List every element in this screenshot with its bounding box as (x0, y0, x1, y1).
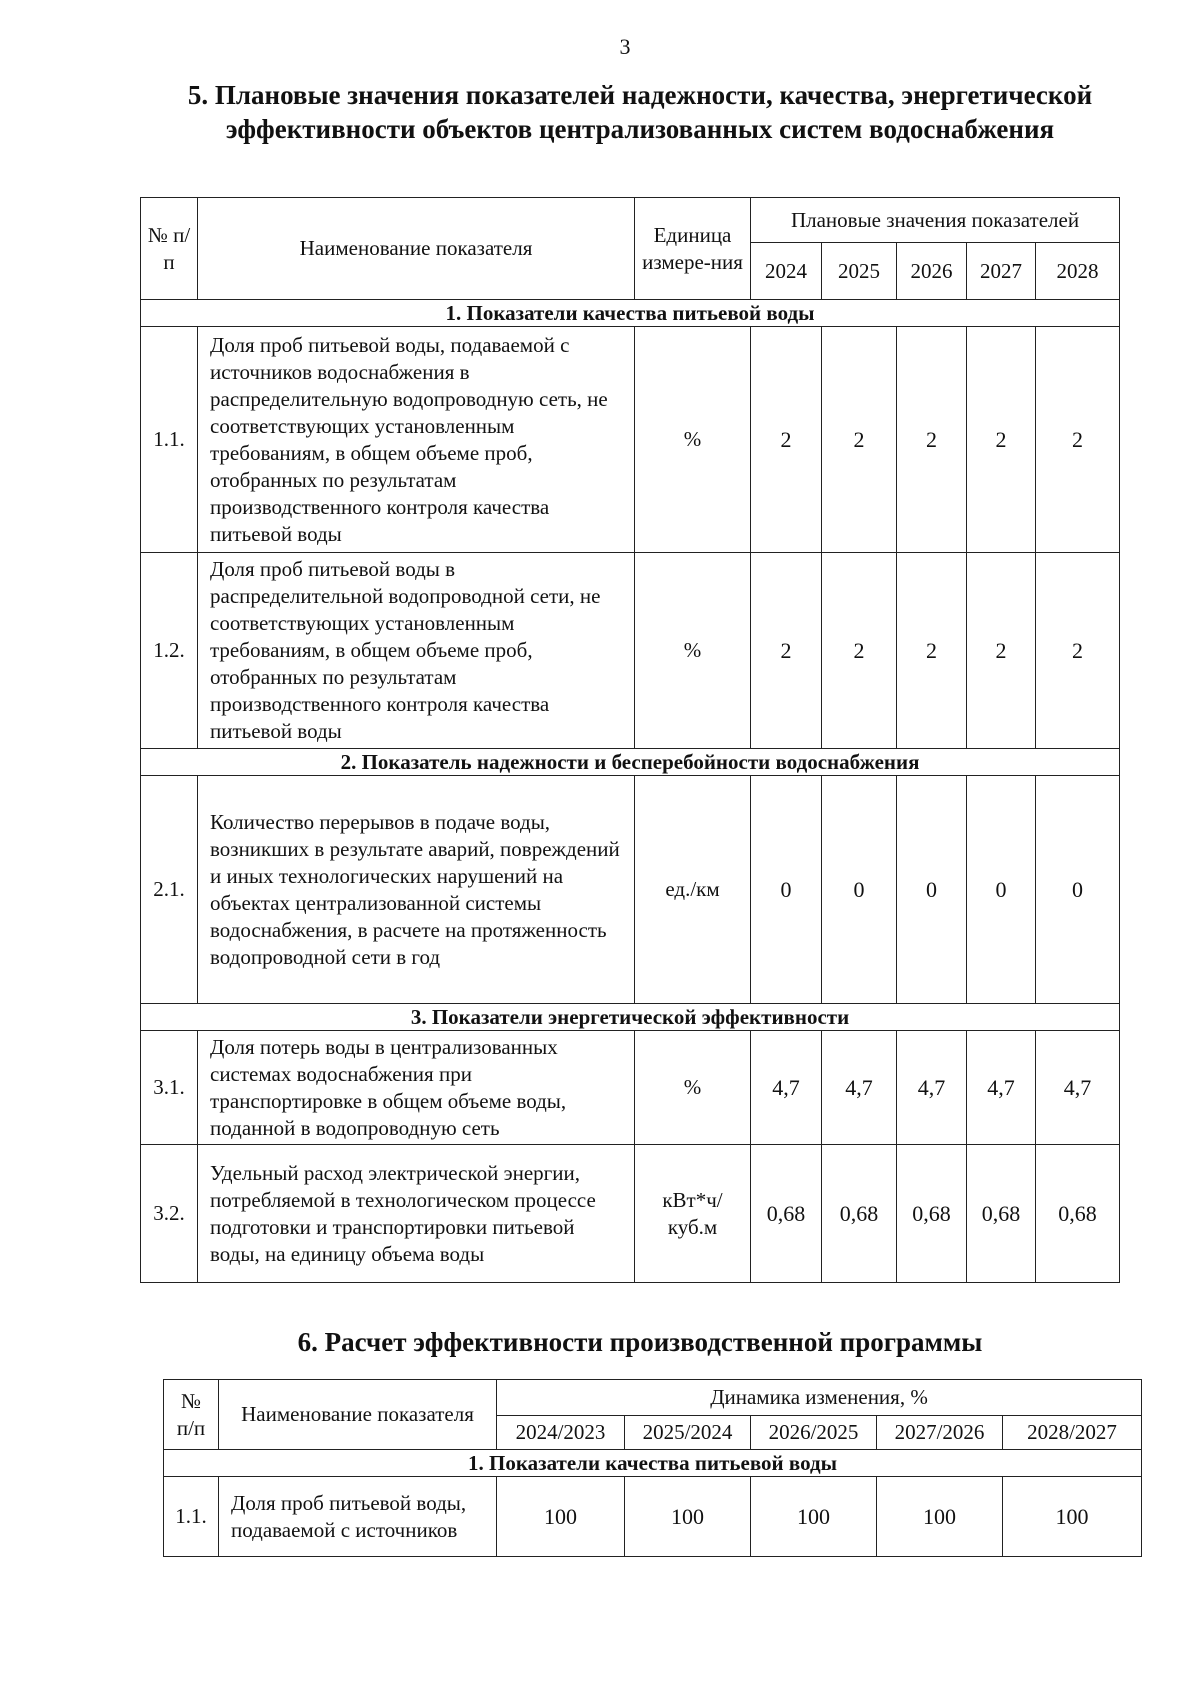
row-value: 0 (1036, 776, 1120, 1004)
row-name: Доля потерь воды в централизованных системах водоснабжения при транспортировке в общем объеме воды, поданной в водопроводную сеть (198, 1031, 635, 1145)
row-value: 0,68 (897, 1145, 967, 1283)
group-title: 1. Показатели качества питьевой воды (141, 300, 1120, 327)
row-value: 2 (967, 327, 1036, 553)
header-period: 2028/2027 (1003, 1416, 1142, 1450)
row-unit: % (635, 553, 751, 749)
row-value: 100 (625, 1477, 751, 1557)
row-value: 0 (751, 776, 822, 1004)
row-value: 0 (822, 776, 897, 1004)
row-name: Доля проб питьевой воды, подаваемой с источников водоснабжения в распределительную водопроводную сеть, не соответствующих установленным требованиям, в общем объеме проб, отобранных по результатам производственного контроля качества питьевой воды (198, 327, 635, 553)
header-year: 2027 (967, 243, 1036, 300)
header-dynamics: Динамика изменения, % (497, 1380, 1142, 1416)
row-value: 0 (967, 776, 1036, 1004)
row-num: 1.1. (164, 1477, 219, 1557)
group-title: 2. Показатель надежности и бесперебойности водоснабжения (141, 749, 1120, 776)
row-name: Удельный расход электрической энергии, потребляемой в технологическом процессе подготовки и транспортировки питьевой воды, на единицу объема воды (198, 1145, 635, 1283)
row-num: 3.1. (141, 1031, 198, 1145)
row-value: 0,68 (1036, 1145, 1120, 1283)
header-num: № п/п (141, 198, 198, 300)
header-period: 2025/2024 (625, 1416, 751, 1450)
row-num: 1.2. (141, 553, 198, 749)
row-value: 2 (897, 553, 967, 749)
row-num: 3.2. (141, 1145, 198, 1283)
row-value: 0 (897, 776, 967, 1004)
row-value: 2 (822, 327, 897, 553)
row-num: 1.1. (141, 327, 198, 553)
header-num: № п/п (164, 1380, 219, 1450)
section6-title: 6. Расчет эффективности производственной программы (297, 1327, 983, 1357)
plan-indicators-table (140, 197, 1120, 1283)
program-efficiency-table (163, 1379, 1142, 1557)
row-value: 4,7 (751, 1031, 822, 1145)
header-year: 2026 (897, 243, 967, 300)
header-year: 2025 (822, 243, 897, 300)
header-year: 2028 (1036, 243, 1120, 300)
row-name: Доля проб питьевой воды в распределительной водопроводной сети, не соответствующих установленным требованиям, в общем объеме проб, отобранных по результатам производственного контроля качества питьевой воды (198, 553, 635, 749)
header-name: Наименование показателя (219, 1380, 497, 1450)
row-value: 100 (877, 1477, 1003, 1557)
row-value: 2 (751, 327, 822, 553)
row-unit: % (635, 1031, 751, 1145)
row-value: 100 (1003, 1477, 1142, 1557)
group-title: 3. Показатели энергетической эффективности (141, 1004, 1120, 1031)
row-value: 2 (822, 553, 897, 749)
row-value: 4,7 (1036, 1031, 1120, 1145)
row-unit: кВт*ч/ куб.м (635, 1145, 751, 1283)
header-period: 2027/2026 (877, 1416, 1003, 1450)
row-name: Доля проб питьевой воды, подаваемой с источников (219, 1477, 497, 1557)
row-unit: ед./км (635, 776, 751, 1004)
row-value: 2 (1036, 327, 1120, 553)
row-value: 2 (967, 553, 1036, 749)
group-title: 1. Показатели качества питьевой воды (164, 1450, 1142, 1477)
page-number: 3 (619, 34, 631, 59)
header-unit: Единица измере-ния (635, 198, 751, 300)
row-value: 4,7 (822, 1031, 897, 1145)
header-plan-values: Плановые значения показателей (751, 198, 1120, 243)
row-value: 2 (1036, 553, 1120, 749)
header-name: Наименование показателя (198, 198, 635, 300)
row-value: 0,68 (822, 1145, 897, 1283)
row-value: 4,7 (967, 1031, 1036, 1145)
header-period: 2024/2023 (497, 1416, 625, 1450)
row-value: 100 (751, 1477, 877, 1557)
row-num: 2.1. (141, 776, 198, 1004)
row-value: 4,7 (897, 1031, 967, 1145)
row-value: 2 (897, 327, 967, 553)
header-year: 2024 (751, 243, 822, 300)
row-name: Количество перерывов в подаче воды, возникших в результате аварий, повреждений и иных технологических нарушений на объектах централизованной системы водоснабжения, в расчете на протяженность водопроводной сети в год (198, 776, 635, 1004)
row-value: 100 (497, 1477, 625, 1557)
row-value: 0,68 (751, 1145, 822, 1283)
header-period: 2026/2025 (751, 1416, 877, 1450)
row-value: 0,68 (967, 1145, 1036, 1283)
row-unit: % (635, 327, 751, 553)
row-value: 2 (751, 553, 822, 749)
section5-title: 5. Плановые значения показателей надежности, качества, энергетической эффективности объектов централизованных систем водоснабжения (187, 80, 1093, 144)
